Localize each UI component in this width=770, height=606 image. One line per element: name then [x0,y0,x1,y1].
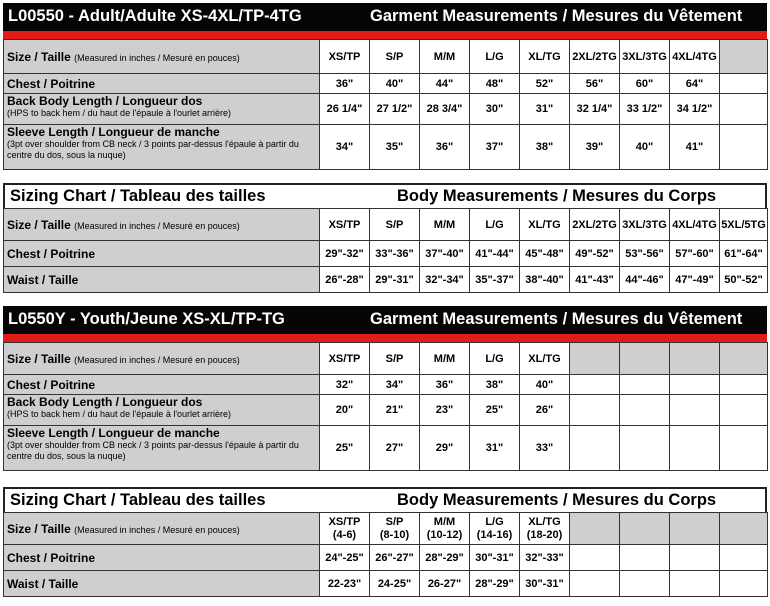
value-cell: 27 1/2" [370,94,420,125]
value-cell-empty [620,571,670,597]
size-cell: XS/TP [320,343,370,375]
row-label-cell [4,94,320,125]
value-cell: 29"-31" [370,267,420,293]
size-cell: L/G [470,343,520,375]
value-cell: 26 1/4" [320,94,370,125]
youth-style-title: L0550Y - Youth/Jeune XS-XL/TP-TG [8,310,285,328]
row-label-cell [4,395,320,426]
value-cell: 38" [520,125,570,170]
row-label: Chest / Poitrine [4,375,320,395]
size-note: (Measured in inches / Mesuré en pouces) [74,524,240,535]
value-cell: 50"-52" [720,267,768,293]
size-cell-empty [570,513,620,545]
value-cell-empty [720,74,768,94]
adult-body-header [3,183,767,208]
size-row [4,513,768,545]
table-row [4,395,768,426]
value-cell-empty [570,545,620,571]
row-label: Back Body Length / Longueur dos [7,395,203,409]
size-cell: XL/TG [520,209,570,241]
adult-garment-section [3,3,767,170]
value-cell: 32 1/4" [570,94,620,125]
table-row [4,241,768,267]
value-cell: 40" [620,125,670,170]
value-cell: 26"-28" [320,267,370,293]
value-cell: 34" [370,375,420,395]
value-cell: 33 1/2" [620,94,670,125]
size-cell-empty [620,343,670,375]
size-note: (Measured in inches / Mesuré en pouces) [74,220,240,231]
row-label: Chest / Poitrine [4,545,320,571]
value-cell: 32"-34" [420,267,470,293]
value-cell-empty [570,375,620,395]
value-cell-empty [720,545,768,571]
value-cell-empty [670,571,720,597]
size-row [4,40,768,74]
garment-measurements-title: Garment Measurements / Mesures du Vêtement [370,310,743,328]
row-sublabel: (HPS to back hem / du haut de l'épaule à l'ourlet arrière) [7,108,232,118]
size-cell: M/M [420,343,470,375]
value-cell: 40" [370,74,420,94]
row-sublabel: (3pt over shoulder from CB neck / 3 points par-dessus l'épaule à partir du centre du dos, sous la nuque) [7,440,299,461]
value-cell-empty [720,94,768,125]
size-cell: 2XL/2TG [570,209,620,241]
size-cell: XL/TG [520,40,570,74]
value-cell-empty [720,125,768,170]
value-cell: 34 1/2" [670,94,720,125]
body-measurements-title: Body Measurements / Mesures du Corps [397,187,717,205]
value-cell: 25" [320,426,370,471]
size-cell-empty [720,513,768,545]
size-label-cell [4,40,320,74]
value-cell-empty [620,545,670,571]
table-row [4,94,768,125]
value-cell-empty [670,395,720,426]
value-cell: 31" [470,426,520,471]
size-cell: 4XL/4TG [670,40,720,74]
row-label: Waist / Taille [4,571,320,597]
size-range: (10-12) [426,528,463,541]
size-name: L/G [485,515,504,528]
value-cell: 23" [420,395,470,426]
size-name: XL/TG [528,515,561,528]
table-row [4,571,768,597]
youth-body-header [3,487,767,512]
value-cell-empty [670,426,720,471]
value-cell: 33"-36" [370,241,420,267]
table-row [4,375,768,395]
value-cell: 27" [370,426,420,471]
value-cell-empty [720,395,768,426]
red-divider [3,31,767,39]
sizing-chart-title: Sizing Chart / Tableau des tailles [10,187,266,205]
value-cell-empty [570,426,620,471]
table-row [4,545,768,571]
size-cell: M/M [420,209,470,241]
red-divider [3,334,767,342]
youth-body-table [3,512,768,597]
value-cell: 30" [470,94,520,125]
youth-body-section [3,487,767,597]
garment-measurements-title: Garment Measurements / Mesures du Vêtement [370,7,743,25]
value-cell: 41"-43" [570,267,620,293]
value-cell: 35"-37" [470,267,520,293]
value-cell: 22-23" [320,571,370,597]
size-cell: 5XL/5TG [720,209,768,241]
value-cell-empty [720,426,768,471]
adult-garment-header [3,3,767,31]
size-range: (18-20) [526,528,563,541]
value-cell: 48" [470,74,520,94]
size-cell-empty [620,513,670,545]
value-cell: 36" [320,74,370,94]
size-label-cell [4,209,320,241]
size-name: M/M [433,515,456,528]
value-cell: 41"-44" [470,241,520,267]
size-cell: XS/TP [320,40,370,74]
value-cell: 35" [370,125,420,170]
size-name: S/P [385,515,404,528]
size-label: Size / Taille [7,351,71,366]
value-cell: 49"-52" [570,241,620,267]
size-cell: M/M [420,40,470,74]
value-cell: 56" [570,74,620,94]
table-row [4,74,768,94]
size-row [4,209,768,241]
row-label: Sleeve Length / Longueur de manche [7,426,220,440]
row-label: Waist / Taille [4,267,320,293]
value-cell: 41" [670,125,720,170]
size-cell: S/P [370,343,420,375]
value-cell: 36" [420,125,470,170]
value-cell-empty [670,545,720,571]
value-cell: 25" [470,395,520,426]
size-label-cell [4,513,320,545]
youth-garment-table [3,342,768,471]
size-label-cell [4,343,320,375]
value-cell: 33" [520,426,570,471]
value-cell: 31" [520,94,570,125]
value-cell-empty [620,375,670,395]
size-cell-empty [670,513,720,545]
size-cell-empty [720,40,768,74]
size-cell: XS/TP [320,209,370,241]
size-cell: 3XL/3TG [620,40,670,74]
value-cell: 64" [670,74,720,94]
value-cell: 40" [520,375,570,395]
value-cell: 21" [370,395,420,426]
value-cell: 29" [420,426,470,471]
value-cell-empty [620,426,670,471]
size-cell: 4XL/4TG [670,209,720,241]
value-cell: 26"-27" [370,545,420,571]
size-label: Size / Taille [7,521,71,536]
value-cell: 29"-32" [320,241,370,267]
row-label: Sleeve Length / Longueur de manche [7,125,220,139]
sizing-chart-title: Sizing Chart / Tableau des tailles [10,491,266,509]
table-row [4,125,768,170]
size-cell [370,513,420,545]
size-cell-empty [570,343,620,375]
adult-body-table [3,208,768,293]
value-cell-empty [570,395,620,426]
value-cell: 38" [470,375,520,395]
size-cell: S/P [370,40,420,74]
value-cell: 28 3/4" [420,94,470,125]
size-cell [320,513,370,545]
value-cell: 38"-40" [520,267,570,293]
adult-garment-table [3,39,768,170]
value-cell: 30"-31" [470,545,520,571]
size-label: Size / Taille [7,217,71,232]
value-cell: 24"-25" [320,545,370,571]
size-cell: 3XL/3TG [620,209,670,241]
value-cell: 32"-33" [520,545,570,571]
size-cell [420,513,470,545]
value-cell-empty [570,571,620,597]
size-cell: XL/TG [520,343,570,375]
size-cell: L/G [470,40,520,74]
row-sublabel: (HPS to back hem / du haut de l'épaule à l'ourlet arrière) [7,409,232,419]
row-label: Back Body Length / Longueur dos [7,94,203,108]
value-cell: 61"-64" [720,241,768,267]
value-cell-empty [670,375,720,395]
size-range: (8-10) [379,528,410,541]
value-cell-empty [720,571,768,597]
value-cell: 36" [420,375,470,395]
value-cell: 45"-48" [520,241,570,267]
table-row [4,267,768,293]
size-name: XS/TP [328,515,361,528]
table-row [4,426,768,471]
value-cell: 37" [470,125,520,170]
value-cell-empty [620,395,670,426]
size-cell: 2XL/2TG [570,40,620,74]
size-cell [520,513,570,545]
value-cell: 28"-29" [470,571,520,597]
size-cell: S/P [370,209,420,241]
adult-style-title: L00550 - Adult/Adulte XS-4XL/TP-4TG [8,7,302,25]
size-cell: L/G [470,209,520,241]
size-label: Size / Taille [7,49,71,64]
value-cell-empty [720,375,768,395]
row-label-cell [4,426,320,471]
value-cell: 47"-49" [670,267,720,293]
row-label: Chest / Poitrine [4,74,320,94]
size-note: (Measured in inches / Mesuré en pouces) [74,52,240,63]
value-cell: 34" [320,125,370,170]
size-cell-empty [720,343,768,375]
value-cell: 39" [570,125,620,170]
value-cell: 37"-40" [420,241,470,267]
value-cell: 26-27" [420,571,470,597]
youth-garment-header [3,306,767,334]
adult-body-section [3,183,767,293]
value-cell: 24-25" [370,571,420,597]
size-row [4,343,768,375]
value-cell: 32" [320,375,370,395]
value-cell: 53"-56" [620,241,670,267]
size-range: (14-16) [476,528,513,541]
value-cell: 60" [620,74,670,94]
size-range: (4-6) [332,528,357,541]
value-cell: 26" [520,395,570,426]
row-label: Chest / Poitrine [4,241,320,267]
value-cell: 57"-60" [670,241,720,267]
value-cell: 30"-31" [520,571,570,597]
body-measurements-title: Body Measurements / Mesures du Corps [397,491,717,509]
youth-garment-section [3,306,767,471]
size-note: (Measured in inches / Mesuré en pouces) [74,354,240,365]
row-sublabel: (3pt over shoulder from CB neck / 3 points par-dessus l'épaule à partir du centre du dos, sous la nuque) [7,139,299,160]
size-cell-empty [670,343,720,375]
value-cell: 20" [320,395,370,426]
row-label-cell [4,125,320,170]
value-cell: 52" [520,74,570,94]
value-cell: 44"-46" [620,267,670,293]
value-cell: 28"-29" [420,545,470,571]
value-cell: 44" [420,74,470,94]
size-cell [470,513,520,545]
